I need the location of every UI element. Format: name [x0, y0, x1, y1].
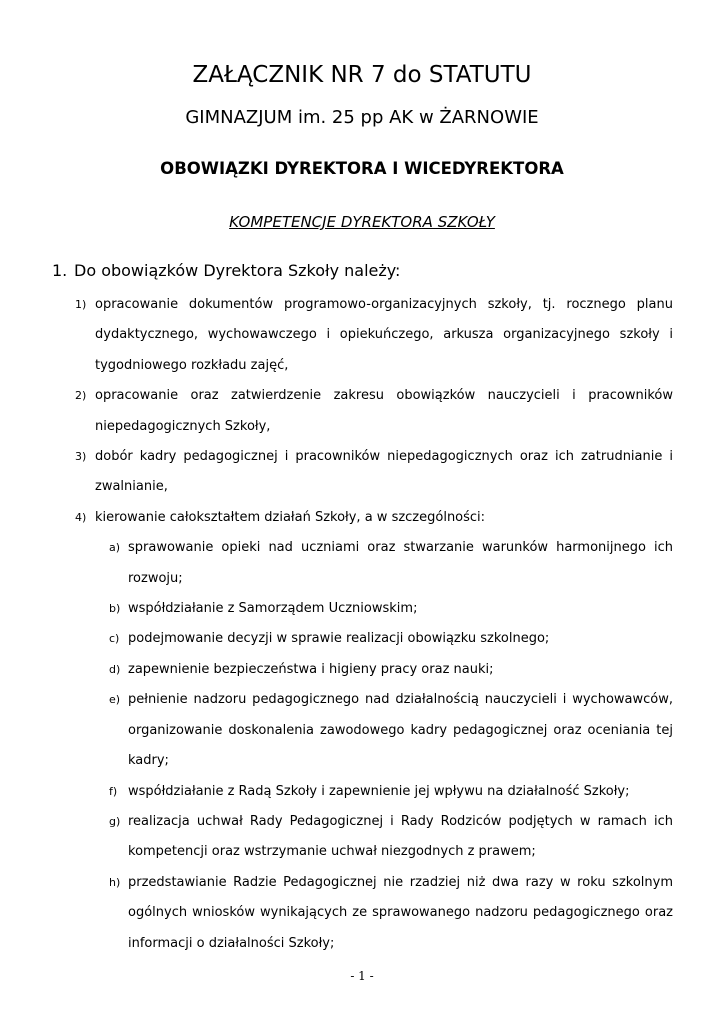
sub-list-item-label: c)	[109, 632, 120, 646]
sub-list-item-text: zapewnienie bezpieczeństwa i higieny pracy oraz nauki;	[128, 661, 494, 677]
sub-list-item-label: g)	[109, 814, 121, 828]
sub-list-item	[109, 807, 673, 868]
sub-list-item-label: e)	[109, 693, 121, 707]
list-item-label: 3)	[75, 450, 87, 464]
point-1-number: 1.	[52, 261, 68, 280]
sub-list-item	[109, 533, 673, 594]
list-item	[75, 290, 673, 381]
sub-list-item-text: przedstawianie Radzie Pedagogicznej nie rzadziej niż dwa razy w roku szkolnym ogólnych wniosków wynikających ze sprawowanego nadzoru pedagogicznego oraz informacji o działalności Szkoły;	[128, 874, 673, 951]
sub-list-item	[109, 777, 673, 807]
point-1-text: Do obowiązków Dyrektora Szkoły należy:	[74, 261, 401, 280]
sub-list-item-text: podejmowanie decyzji w sprawie realizacji obowiązku szkolnego;	[128, 631, 550, 647]
list-item-label: 1)	[75, 298, 87, 311]
sub-list-item	[109, 685, 673, 776]
list-item	[75, 381, 673, 442]
section-title: OBOWIĄZKI DYREKTORA I WICEDYREKTORA	[160, 159, 564, 178]
sub-list-item	[109, 624, 673, 654]
page-number: - 1 -	[350, 969, 374, 983]
document-title: ZAŁĄCZNIK NR 7 do STATUTU	[192, 62, 532, 88]
list-item	[75, 503, 673, 533]
sub-list-item-label: f)	[109, 784, 118, 798]
list-item-text: kierowanie całokształtem działań Szkoły, a w szczególności:	[95, 509, 486, 525]
duties-list	[0, 290, 724, 959]
list-item-text: opracowanie oraz zatwierdzenie zakresu obowiązków nauczycieli i pracowników niepedagogicznych Szkoły,	[95, 388, 673, 434]
list-item-label: 4)	[75, 510, 87, 524]
list-item-label: 2)	[75, 389, 87, 403]
list-item	[75, 442, 673, 503]
sub-list-item-text: realizacja uchwał Rady Pedagogicznej i Rady Rodziców podjętych w ramach ich kompetencji oraz wstrzymanie uchwał niezgodnych z prawem;	[128, 813, 673, 860]
sub-list-item-label: a)	[109, 541, 121, 555]
sub-list-item-text: współdziałanie z Samorządem Uczniowskim;	[128, 601, 418, 617]
sub-list-item-label: b)	[109, 602, 121, 616]
list-item-text: opracowanie dokumentów programowo-organizacyjnych szkoły, tj. rocznego planu dydaktycznego, wychowawczego i opiekuńczego, arkusza organizacyjnego szkoły i tygodniowego rozkładu zajęć,	[95, 297, 673, 373]
sub-list-item-text: sprawowanie opieki nad uczniami oraz stwarzanie warunków harmonijnego ich rozwoju;	[128, 540, 673, 586]
sub-list-item-label: d)	[109, 662, 121, 676]
point-1	[52, 258, 400, 284]
sub-list-item	[109, 655, 673, 685]
list-item-text: dobór kadry pedagogicznej i pracowników niepedagogicznych oraz ich zatrudnianie i zwalnianie,	[95, 449, 673, 495]
sub-list-item-text: pełnienie nadzoru pedagogicznego nad działalnością nauczycieli i wychowawców, organizowanie doskonalenia zawodowego kadry pedagogicznej oraz oceniania tej kadry;	[128, 692, 673, 769]
sub-list-item	[109, 868, 673, 959]
sub-list-item-text: współdziałanie z Radą Szkoły i zapewnienie jej wpływu na działalność Szkoły;	[128, 783, 630, 799]
school-name: GIMNAZJUM im. 25 pp AK w ŻARNOWIE	[185, 107, 539, 128]
subsection-title: KOMPETENCJE DYREKTORA SZKOŁY	[229, 213, 495, 231]
sub-list-item-label: h)	[109, 875, 121, 889]
sub-list-item	[109, 594, 673, 624]
